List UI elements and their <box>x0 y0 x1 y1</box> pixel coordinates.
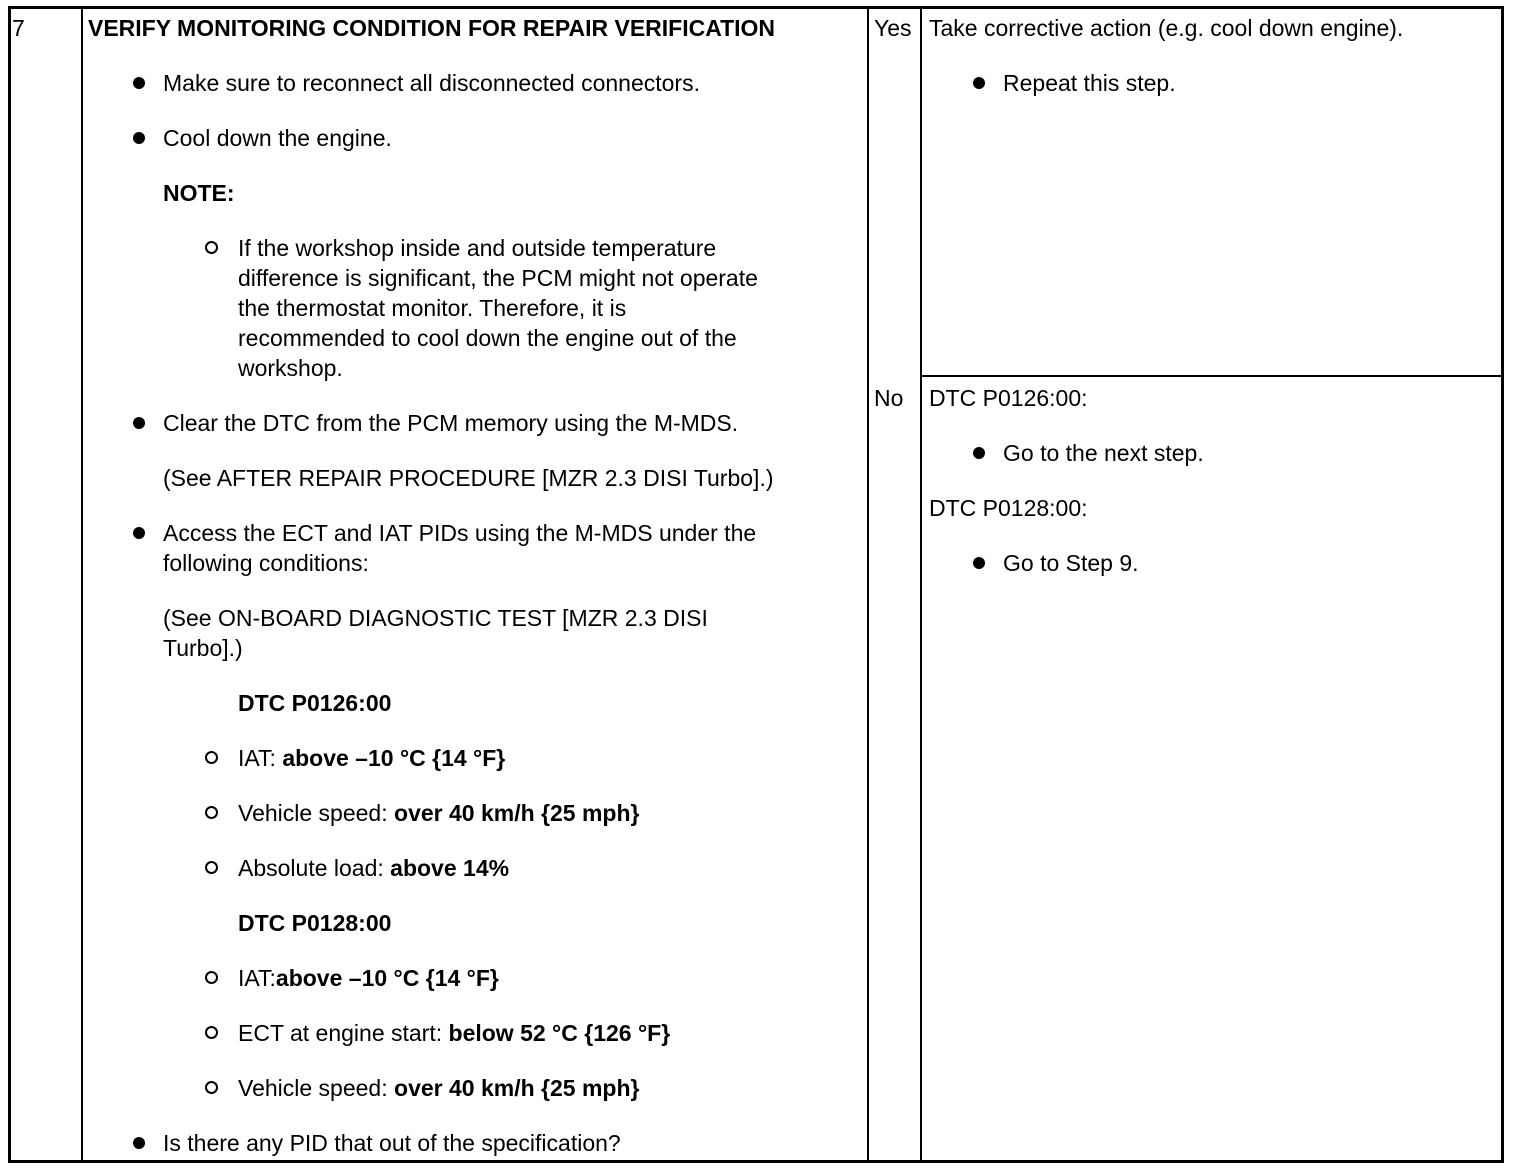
condition-item <box>238 853 509 883</box>
clear-dtc-text: Clear the DTC from the PCM memory using the M-MDS. <box>163 410 739 436</box>
note-line: If the workshop inside and outside temperature <box>238 235 717 261</box>
note-line: recommended to cool down the engine out of the <box>238 325 737 351</box>
condition-label: Vehicle speed: <box>238 800 395 826</box>
condition-item <box>238 963 499 993</box>
condition-value: below 52 °C {126 °F} <box>448 1020 671 1046</box>
sub-bullet-icon <box>205 861 218 874</box>
bullet-icon <box>133 417 145 429</box>
bullet-icon <box>133 527 145 539</box>
yes-action-text: Take corrective action (e.g. cool down engine). <box>929 15 1404 41</box>
cool-down-text: Cool down the engine. <box>163 125 392 151</box>
access-pids-text: following conditions: <box>163 550 369 576</box>
condition-item <box>238 1018 670 1048</box>
obd-test-reference: Turbo].) <box>163 635 243 661</box>
dtc-p0126-heading: DTC P0126:00 <box>238 690 392 716</box>
no-dtc-p0126: DTC P0126:00: <box>929 385 1088 411</box>
condition-item <box>238 743 505 773</box>
bullet-icon <box>973 557 985 569</box>
condition-label: IAT: <box>238 745 283 771</box>
yes-action-bullet: Repeat this step. <box>1003 70 1176 96</box>
bullet-icon <box>133 1137 145 1149</box>
dtc-p0128-heading: DTC P0128:00 <box>238 910 392 936</box>
note-line: workshop. <box>238 355 343 381</box>
bullet-icon <box>133 77 145 89</box>
sub-bullet-icon <box>205 806 218 819</box>
sub-bullet-icon <box>205 971 218 984</box>
condition-label: IAT: <box>238 965 276 991</box>
question-text: Is there any PID that out of the specification? <box>163 1130 621 1156</box>
note-label: NOTE: <box>163 180 235 206</box>
sub-bullet-icon <box>205 1081 218 1094</box>
no-dtc-p0126-action: Go to the next step. <box>1003 440 1204 466</box>
bullet-icon <box>973 447 985 459</box>
condition-item <box>238 1073 639 1103</box>
sub-bullet-icon <box>205 1026 218 1039</box>
sub-bullet-icon <box>205 241 218 254</box>
condition-value: above –10 °C {14 °F} <box>282 745 506 771</box>
yes-label: Yes <box>874 15 912 41</box>
after-repair-reference: (See AFTER REPAIR PROCEDURE [MZR 2.3 DISI Turbo].) <box>163 465 774 491</box>
reconnect-text: Make sure to reconnect all disconnected connectors. <box>163 70 700 96</box>
condition-label: Absolute load: <box>238 855 391 881</box>
bullet-icon <box>133 132 145 144</box>
no-dtc-p0128-action: Go to Step 9. <box>1003 550 1139 576</box>
no-dtc-p0128: DTC P0128:00: <box>929 495 1088 521</box>
obd-test-reference: (See ON-BOARD DIAGNOSTIC TEST [MZR 2.3 DISI <box>163 605 708 631</box>
row-divider-yes-no <box>920 375 1504 377</box>
condition-value: over 40 km/h {25 mph} <box>394 1075 640 1101</box>
column-divider-action <box>920 6 922 1163</box>
no-label: No <box>874 385 904 411</box>
condition-value: above –10 °C {14 °F} <box>275 965 499 991</box>
condition-label: ECT at engine start: <box>238 1020 449 1046</box>
condition-value: above 14% <box>390 855 510 881</box>
column-divider-step <box>81 6 83 1163</box>
condition-value: over 40 km/h {25 mph} <box>394 800 640 826</box>
access-pids-text: Access the ECT and IAT PIDs using the M-MDS under the <box>163 520 757 546</box>
note-line: difference is significant, the PCM might not operate <box>238 265 758 291</box>
step-number: 7 <box>12 15 25 41</box>
condition-item <box>238 798 639 828</box>
column-divider-result <box>867 6 869 1163</box>
note-line: the thermostat monitor. Therefore, it is <box>238 295 627 321</box>
sub-bullet-icon <box>205 751 218 764</box>
bullet-icon <box>973 77 985 89</box>
step-title: VERIFY MONITORING CONDITION FOR REPAIR VERIFICATION <box>88 15 776 41</box>
condition-label: Vehicle speed: <box>238 1075 395 1101</box>
